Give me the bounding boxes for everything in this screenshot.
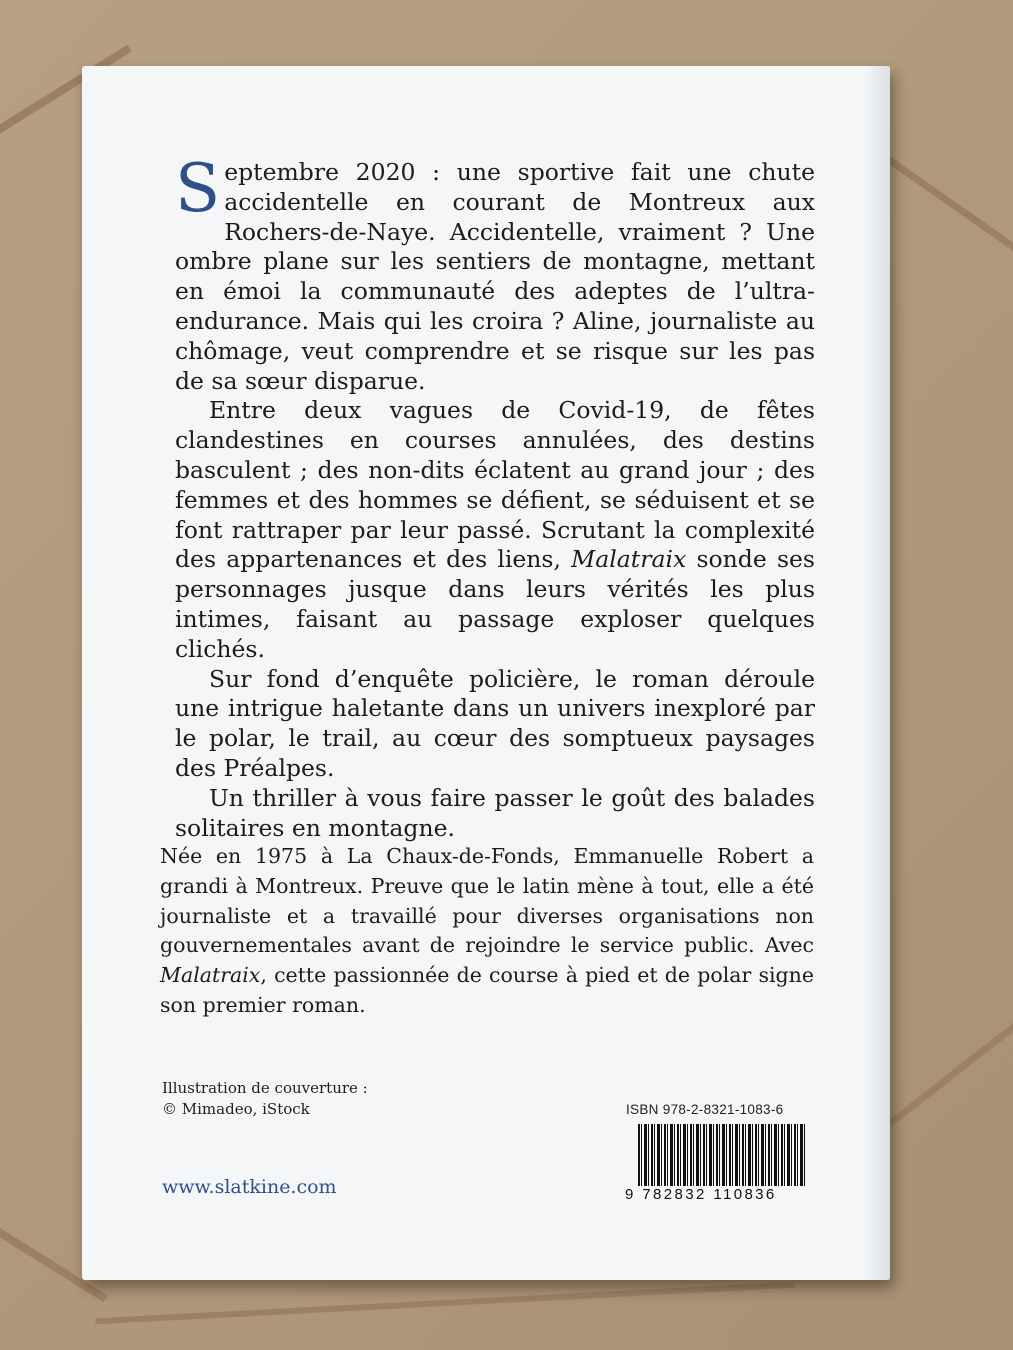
floor-tile-joint <box>878 151 1013 271</box>
blurb-paragraph-3: Sur fond d’enquête policière, le roman déroule une intrigue haletante dans un univers inexploré par le polar, le trail, au cœur des somptueux paysages des Préalpes. <box>175 664 815 782</box>
barcode-icon <box>638 1124 806 1186</box>
floor-tile-joint <box>95 1282 794 1325</box>
author-bio <box>160 842 814 1021</box>
blurb-paragraph-2 <box>175 396 815 664</box>
blurb-paragraph-2-text-a: Entre deux vagues de Covid-19, de fêtes clandestines en courses annulées, des destins basculent ; des non-dits éclatent au grand jour ; des femmes et des hommes se défient, se séduisent et se font rattraper par leur passé. Scrutant la complexité des appartenances et des liens, <box>175 396 815 574</box>
barcode-digits: 9 782832 110836 <box>625 1186 777 1203</box>
book-back-cover <box>82 66 890 1280</box>
floor-tile-joint <box>888 998 1013 1127</box>
blurb-paragraph-4: Un thriller à vous faire passer le goût des balades solitaires en montagne. <box>175 783 815 842</box>
blurb <box>175 150 815 843</box>
credits-line-1: Illustration de couverture : <box>162 1079 368 1097</box>
credits-line-2: © Mimadeo, iStock <box>162 1100 310 1118</box>
drop-cap: S <box>175 150 221 227</box>
author-bio-text-a: Née en 1975 à La Chaux-de-Fonds, Emmanuelle Robert a grandi à Montreux. Preuve que le latin mène à tout, elle a été journaliste et a travaillé pour diverses organisations non gouvernementales avant de rejoindre le service public. Avec <box>160 844 814 958</box>
book-title-italic: Malatraix <box>160 963 261 988</box>
publisher-website: www.slatkine.com <box>162 1176 337 1198</box>
book-title-italic: Malatraix <box>571 545 687 574</box>
blurb-paragraph-2-text-b: sonde ses personnages jusque dans leurs vérités les plus intimes, faisant au passage exploser quelques clichés. <box>175 545 815 663</box>
cover-credits <box>162 1078 368 1120</box>
blurb-paragraph-1 <box>175 150 815 396</box>
author-bio-text-b: , cette passionnée de course à pied et de polar signe son premier roman. <box>160 963 814 1017</box>
isbn-label: ISBN 978-2-8321-1083-6 <box>626 1102 784 1117</box>
blurb-paragraph-1-text: eptembre 2020 : une sportive fait une chute accidentelle en courant de Montreux aux Rochers-de-Naye. Accidentelle, vraiment ? Une ombre plane sur les sentiers de montagne, mettant en émoi la communauté des adeptes de l’ultra-endurance. Mais qui les croira ? Aline, journaliste au chômage, veut comprendre et se risque sur les pas de sa sœur disparue. <box>175 158 815 395</box>
